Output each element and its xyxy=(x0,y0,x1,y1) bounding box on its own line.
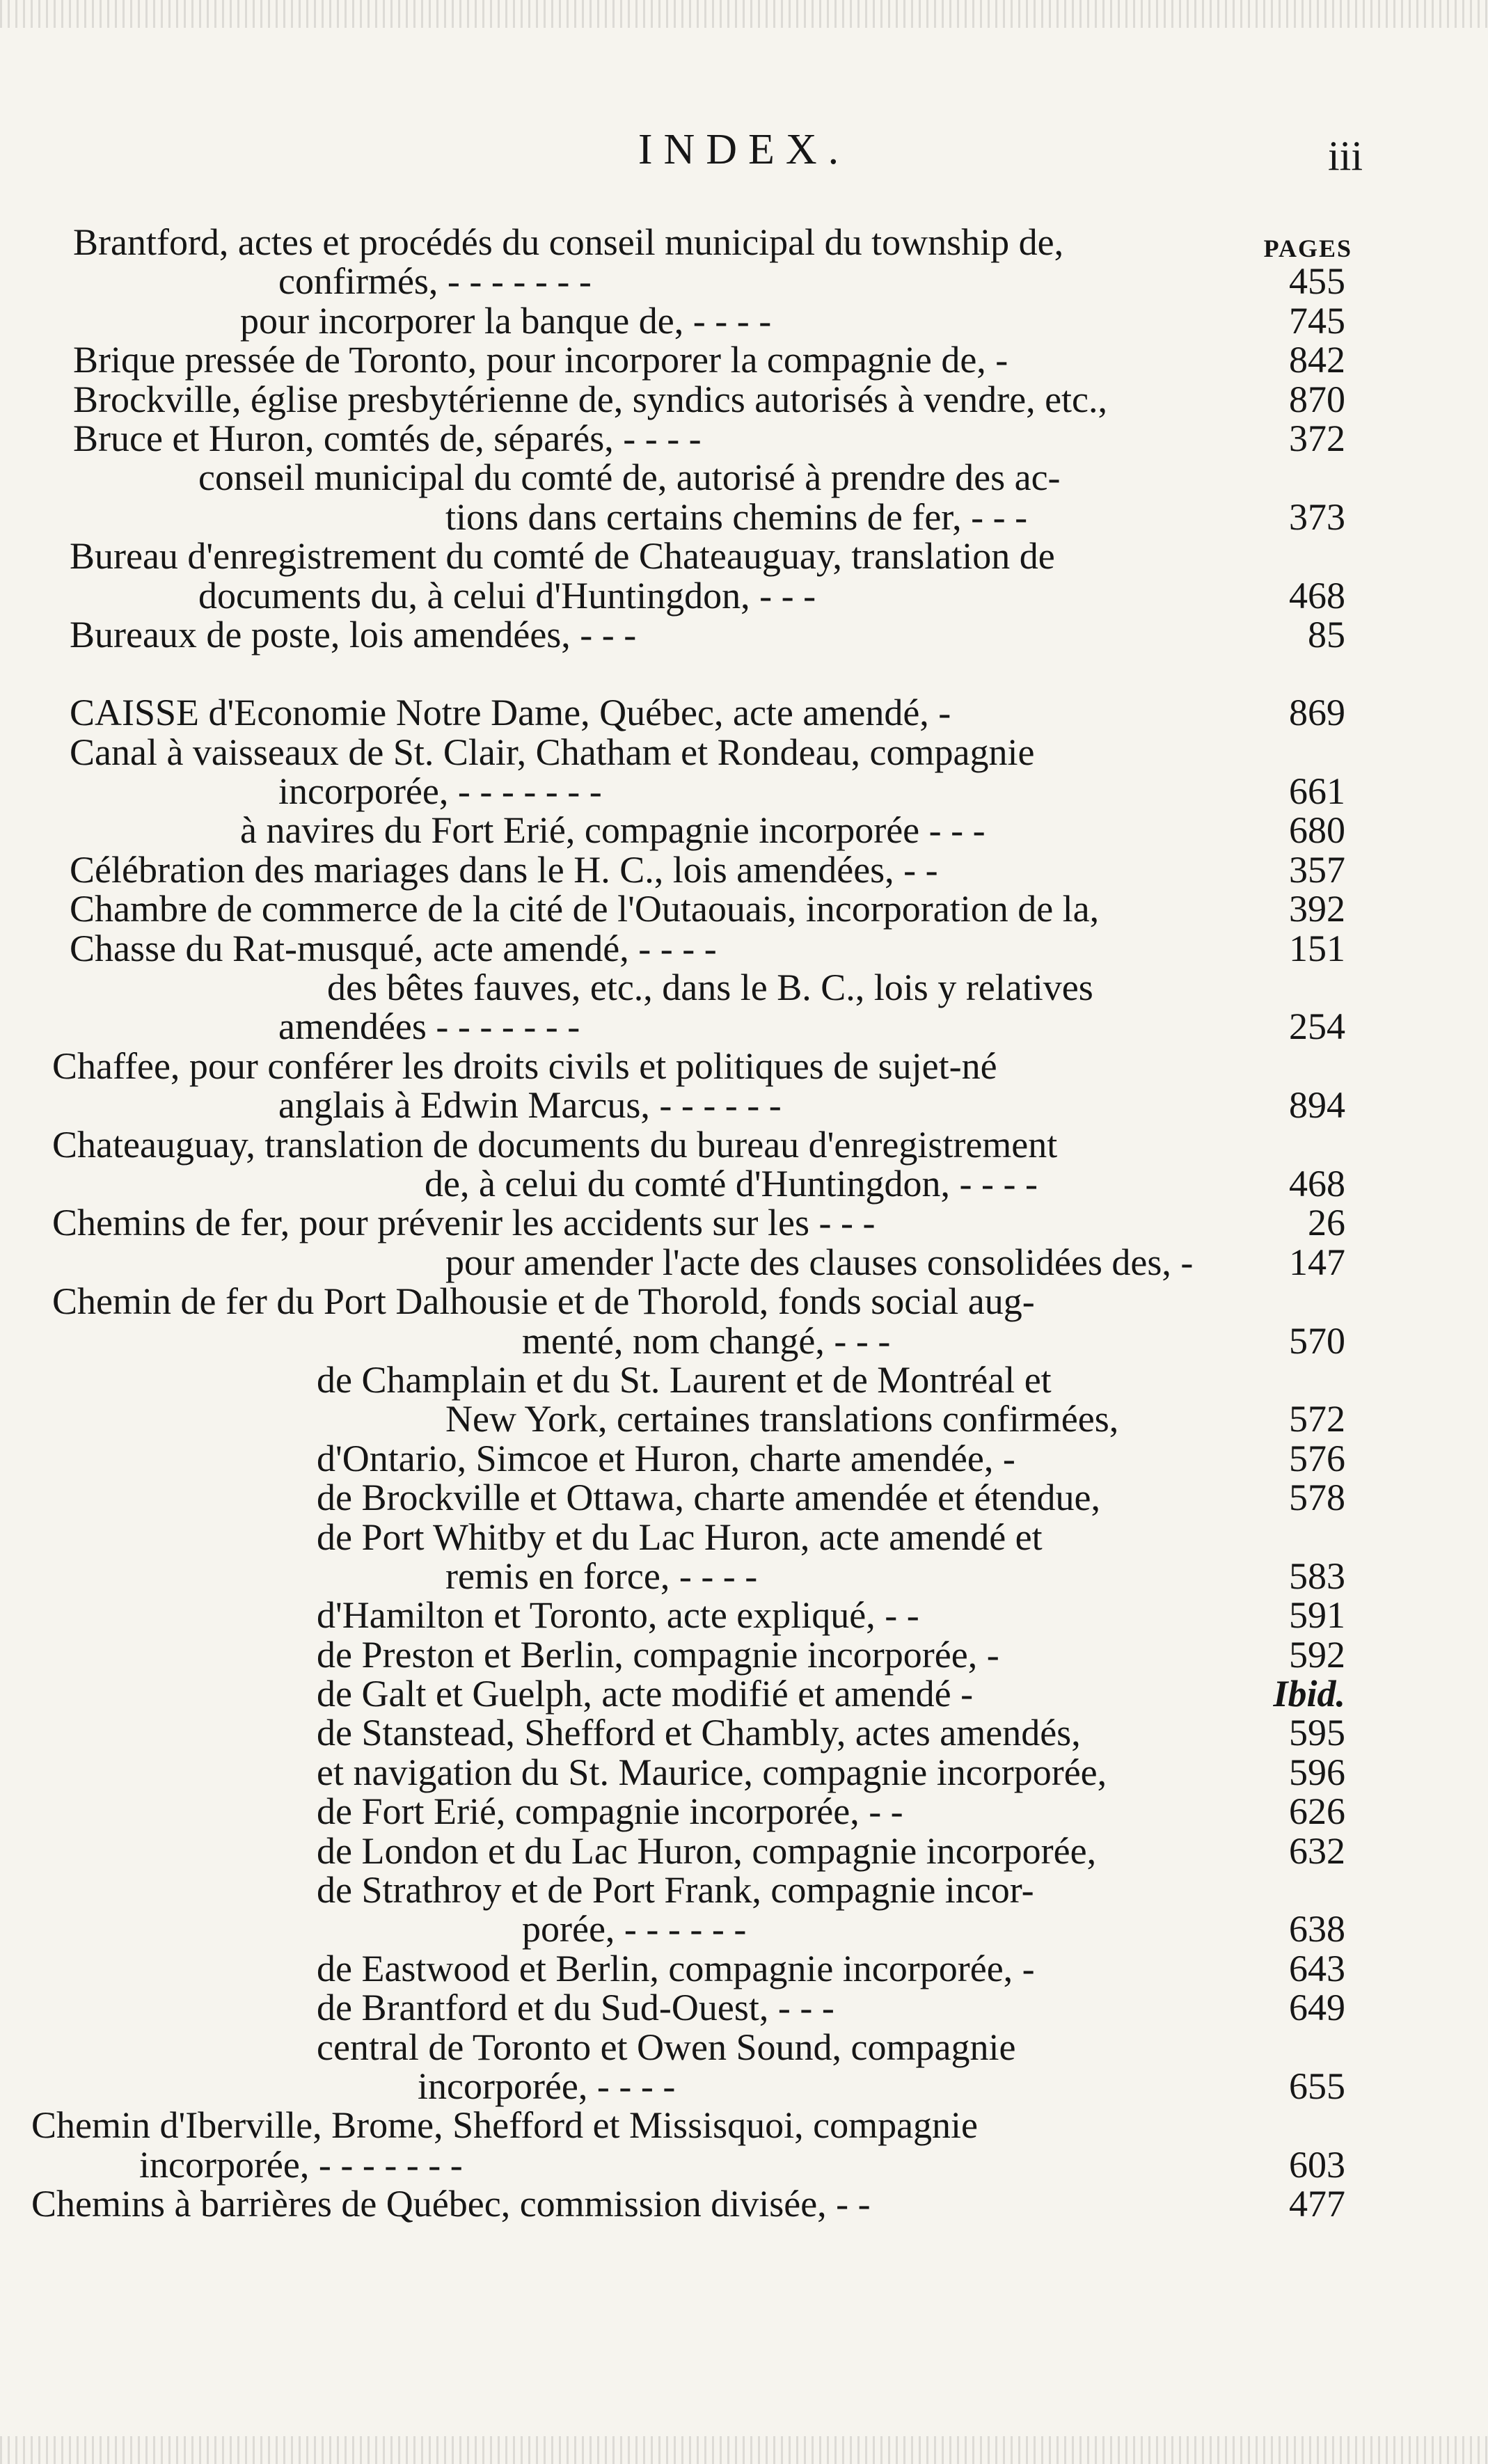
index-entry xyxy=(0,1282,1488,1321)
index-entry xyxy=(0,1674,1488,1713)
index-entry xyxy=(0,495,1488,538)
entry-page-number: 596 xyxy=(1289,1751,1345,1793)
index-entry xyxy=(0,2184,1488,2223)
entry-page-number: 603 xyxy=(1289,2143,1345,2186)
index-entry xyxy=(0,1439,1488,1478)
index-entry xyxy=(0,1044,1488,1087)
index-entry xyxy=(0,380,1488,419)
index-entry xyxy=(0,535,1488,578)
entry-text: de Port Whitby et du Lac Huron, acte amendé et xyxy=(317,1516,1043,1558)
index-entry xyxy=(0,1792,1488,1831)
index-entry xyxy=(0,1713,1488,1752)
entry-page-number: 626 xyxy=(1289,1790,1345,1833)
index-entry xyxy=(0,2145,1488,2184)
entry-page-number: Ibid. xyxy=(1273,1673,1345,1715)
index-entry xyxy=(0,1164,1488,1203)
entry-page-number: 578 xyxy=(1289,1477,1345,1519)
index-entry xyxy=(0,1399,1488,1438)
entry-text: de Stanstead, Shefford et Chambly, actes amendés, xyxy=(317,1712,1081,1754)
index-entry xyxy=(0,693,1488,732)
entry-page-number: 85 xyxy=(1308,613,1345,655)
entry-page-number: 870 xyxy=(1289,378,1345,420)
entry-text: conseil municipal du comté de, autorisé à prendre des ac- xyxy=(198,456,1061,499)
index-entry xyxy=(0,1360,1488,1399)
entry-page-number: 869 xyxy=(1289,692,1345,734)
entry-page-number: 842 xyxy=(1289,339,1345,381)
entry-page-number: 372 xyxy=(1289,417,1345,459)
entry-text: de Preston et Berlin, compagnie incorporée, - xyxy=(317,1633,999,1676)
entry-text: Brockville, église presbytérienne de, syndics autorisés à vendre, etc., xyxy=(73,378,1108,420)
index-entry xyxy=(0,1557,1488,1596)
index-entry xyxy=(0,301,1488,340)
entry-page-number: 894 xyxy=(1289,1084,1345,1127)
entry-text: d'Ontario, Simcoe et Huron, charte amendée, - xyxy=(317,1437,1015,1479)
entry-text: Canal à vaisseaux de St. Clair, Chatham et Rondeau, compagnie xyxy=(70,731,1035,773)
index-entry xyxy=(0,1596,1488,1635)
index-entry xyxy=(0,419,1488,458)
entry-text: de, à celui du comté d'Huntingdon, - - - - xyxy=(425,1162,1038,1205)
index-entry xyxy=(0,811,1488,850)
entry-text: central de Toronto et Owen Sound, compagnie xyxy=(317,2026,1016,2068)
page-header xyxy=(0,125,1488,181)
scan-noise-top xyxy=(0,0,1488,28)
entry-text: tions dans certains chemins de fer, - - - xyxy=(445,495,1028,538)
entry-page-number: 643 xyxy=(1289,1947,1345,1989)
pages-column-label: PAGES xyxy=(1263,235,1352,262)
entry-page-number: 570 xyxy=(1289,1319,1345,1362)
entry-text: et navigation du St. Maurice, compagnie incorporée, xyxy=(317,1751,1107,1793)
entry-page-number: 632 xyxy=(1289,1829,1345,1872)
index-entry xyxy=(0,1125,1488,1164)
entry-text: Chemin d'Iberville, Brome, Shefford et Missisquoi, compagnie xyxy=(31,2104,979,2147)
page-title: INDEX. xyxy=(638,126,850,173)
entry-page-number: 591 xyxy=(1289,1594,1345,1637)
index-entry xyxy=(0,1321,1488,1360)
index-entry xyxy=(0,2067,1488,2106)
index-entry xyxy=(0,1949,1488,1988)
entry-page-number: 661 xyxy=(1289,770,1345,813)
entry-text: remis en force, - - - - xyxy=(445,1555,758,1597)
index-entry xyxy=(0,1988,1488,2027)
entry-text: Brantford, actes et procédés du conseil municipal du township de, xyxy=(73,221,1064,263)
index-entry xyxy=(0,262,1488,301)
index-entry xyxy=(0,1243,1488,1282)
entry-text: Chemin de fer du Port Dalhousie et de Thorold, fonds social aug- xyxy=(52,1280,1035,1323)
entry-page-number: 572 xyxy=(1289,1398,1345,1440)
entry-text: de Champlain et du St. Laurent et de Montréal et xyxy=(317,1358,1052,1401)
entry-page-number: 595 xyxy=(1289,1712,1345,1754)
entry-page-number: 592 xyxy=(1289,1633,1345,1676)
entry-text: Bruce et Huron, comtés de, séparés, - - - - xyxy=(73,417,702,459)
index-entry xyxy=(0,223,1488,262)
entry-page-number: 583 xyxy=(1289,1555,1345,1597)
entry-page-number: 392 xyxy=(1289,888,1345,930)
entry-text: Brique pressée de Toronto, pour incorporer la compagnie de, - xyxy=(73,339,1008,381)
index-entry xyxy=(0,733,1488,772)
entry-text: Bureau d'enregistrement du comté de Chateauguay, translation de xyxy=(70,535,1055,578)
entry-page-number: 26 xyxy=(1308,1202,1345,1244)
entry-page-number: 638 xyxy=(1289,1908,1345,1950)
entry-text: Célébration des mariages dans le H. C., lois amendées, - - xyxy=(70,848,938,891)
entry-page-number: 254 xyxy=(1289,1006,1345,1048)
index-entry xyxy=(0,1478,1488,1517)
entry-text: à navires du Fort Erié, compagnie incorporée - - - xyxy=(240,809,986,852)
index-entry xyxy=(0,1831,1488,1870)
entry-text: de Galt et Guelph, acte modifié et amendé - xyxy=(317,1673,974,1715)
index-entry xyxy=(0,1203,1488,1242)
entry-page-number: 477 xyxy=(1289,2183,1345,2225)
entry-text: confirmés, - - - - - - - xyxy=(278,260,592,303)
entry-text: de Strathroy et de Port Frank, compagnie incor- xyxy=(317,1869,1034,1911)
entry-text: Chemins à barrières de Québec, commission divisée, - - xyxy=(31,2183,871,2225)
entry-text: New York, certaines translations confirmées, xyxy=(445,1398,1119,1440)
entry-text: Bureaux de poste, lois amendées, - - - xyxy=(70,613,637,655)
index-entry xyxy=(0,1084,1488,1127)
entry-text: des bêtes fauves, etc., dans le B. C., lois y relatives xyxy=(327,967,1093,1009)
index-entry xyxy=(0,1870,1488,1909)
index-entry xyxy=(0,2106,1488,2145)
entry-page-number: 745 xyxy=(1289,299,1345,342)
entry-text: de Brockville et Ottawa, charte amendée et étendue, xyxy=(317,1477,1100,1519)
index-entry xyxy=(0,1753,1488,1792)
entry-page-number: 147 xyxy=(1289,1241,1345,1283)
entry-text: Chemins de fer, pour prévenir les accidents sur les - - - xyxy=(52,1202,876,1244)
entry-text: pour amender l'acte des clauses consolidées des, - xyxy=(445,1241,1194,1283)
index-entries xyxy=(0,223,1488,2224)
entry-text: de Eastwood et Berlin, compagnie incorporée, - xyxy=(317,1947,1035,1989)
scan-noise-bottom xyxy=(0,2436,1488,2464)
entry-text: menté, nom changé, - - - xyxy=(522,1319,891,1362)
entry-text: Chaffee, pour conférer les droits civils et politiques de sujet-né xyxy=(52,1044,997,1087)
entry-text: porée, - - - - - - xyxy=(522,1908,747,1950)
entry-page-number: 373 xyxy=(1289,495,1345,538)
entry-text: de Brantford et du Sud-Ouest, - - - xyxy=(317,1987,834,2029)
entry-page-number: 357 xyxy=(1289,848,1345,891)
entry-text: amendées - - - - - - - xyxy=(278,1006,580,1048)
entry-text: incorporée, - - - - - - - xyxy=(278,770,602,813)
page-number: iii xyxy=(1327,133,1363,179)
entry-text: de Fort Erié, compagnie incorporée, - - xyxy=(317,1790,903,1833)
entry-page-number: 655 xyxy=(1289,2065,1345,2107)
index-entry xyxy=(0,1909,1488,1948)
entry-page-number: 649 xyxy=(1289,1987,1345,2029)
index-entry xyxy=(0,576,1488,615)
index-entry xyxy=(0,1635,1488,1674)
index-entry xyxy=(0,2028,1488,2067)
entry-text: Chambre de commerce de la cité de l'Outaouais, incorporation de la, xyxy=(70,888,1100,930)
index-entry xyxy=(0,850,1488,889)
entry-text: CAISSE d'Economie Notre Dame, Québec, acte amendé, - xyxy=(70,692,951,734)
index-entry xyxy=(0,772,1488,811)
entry-text: incorporée, - - - - - - - xyxy=(139,2143,463,2186)
entry-text: de London et du Lac Huron, compagnie incorporée, xyxy=(317,1829,1097,1872)
index-entry xyxy=(0,340,1488,379)
entry-page-number: 455 xyxy=(1289,260,1345,303)
entry-text: Chateauguay, translation de documents du bureau d'enregistrement xyxy=(52,1123,1058,1166)
entry-page-number: 468 xyxy=(1289,1162,1345,1205)
entry-text: d'Hamilton et Toronto, acte expliqué, - - xyxy=(317,1594,919,1637)
index-entry xyxy=(0,615,1488,654)
index-entry xyxy=(0,929,1488,968)
entry-text: incorporée, - - - - xyxy=(418,2065,676,2107)
entry-text: Chasse du Rat-musqué, acte amendé, - - - - xyxy=(70,927,717,969)
index-entry xyxy=(0,968,1488,1007)
index-entry xyxy=(0,1518,1488,1557)
entry-page-number: 151 xyxy=(1289,927,1345,969)
entry-text: anglais à Edwin Marcus, - - - - - - xyxy=(278,1084,782,1127)
index-entry xyxy=(0,889,1488,928)
index-entry xyxy=(0,458,1488,497)
entry-text: pour incorporer la banque de, - - - - xyxy=(240,299,772,342)
section-gap xyxy=(0,654,1488,693)
entry-page-number: 680 xyxy=(1289,809,1345,852)
entry-text: documents du, à celui d'Huntingdon, - - - xyxy=(198,574,816,617)
entry-page-number: 468 xyxy=(1289,574,1345,617)
index-entry xyxy=(0,1007,1488,1046)
entry-page-number: 576 xyxy=(1289,1437,1345,1479)
